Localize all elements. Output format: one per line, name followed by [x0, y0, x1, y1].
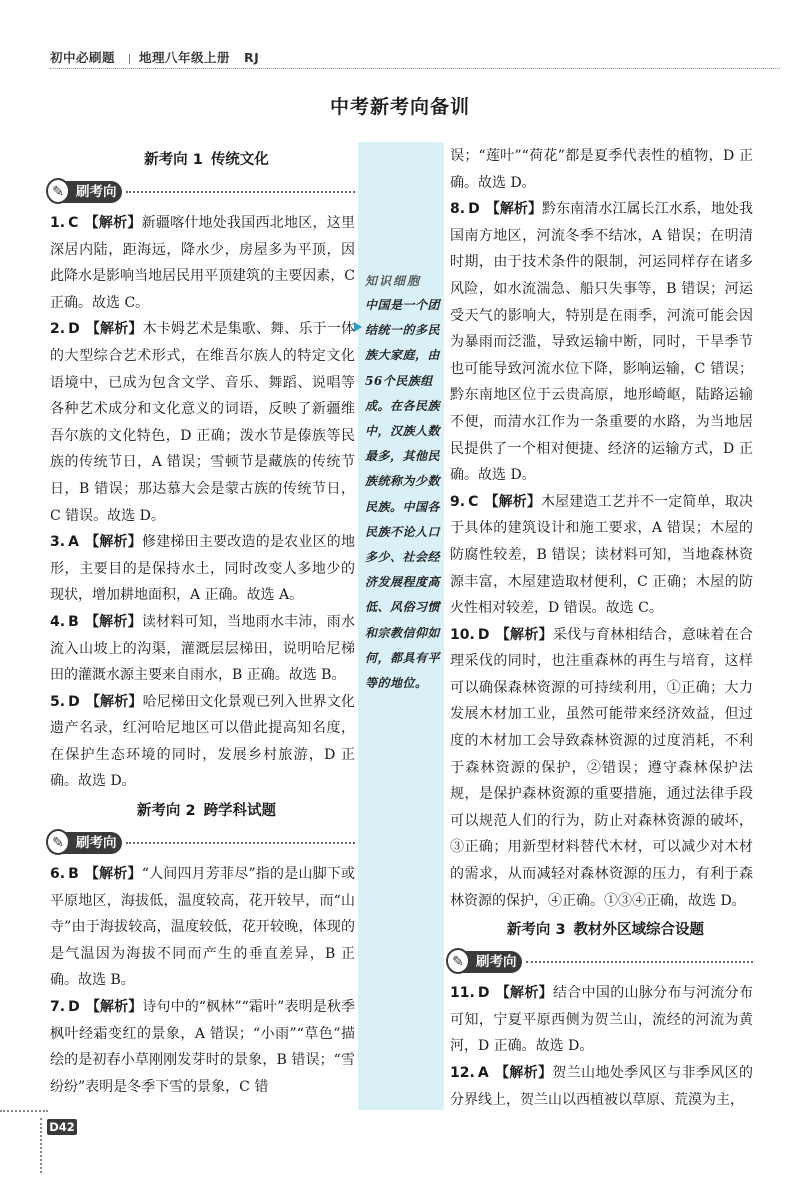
answer-item: 1. C 【解析】新疆喀什地处我国西北地区，这里深居内陆，距海远，降水少，房屋多为平顶，因此降水是影响当地居民用平顶建筑的主要因素，C 正确。故选 C。	[50, 215, 356, 311]
footer-dotted-vertical	[40, 1118, 42, 1173]
practice-tag: ✎ 刷考向	[50, 829, 355, 859]
knowledge-title: 知识细胞	[365, 274, 422, 288]
answer-item: 3. A 【解析】修建梯田主要改造的是农业区的地形，主要目的是保持水土，同时改变人多地少的现状，增加耕地面积，A 正确。故选 A。	[50, 534, 355, 604]
book-subject: 地理八年级上册	[139, 50, 231, 65]
pointer-arrow-icon	[354, 322, 362, 332]
section-heading: 新考向 1 传统文化	[144, 152, 269, 168]
brush-icon: ✎	[446, 948, 470, 974]
book-edition: RJ	[244, 50, 260, 65]
header-rule	[50, 68, 780, 69]
practice-tag: ✎ 刷考向	[50, 178, 355, 208]
answer-item: 9. C 【解析】木屋建造工艺并不一定简单，取决于具体的建筑设计和施工要求，A 错误；木屋的防腐性较差，B 错误；读材料可知，当地森林资源丰富，木屋建造取材便利，C 正确；木屋的防火性相对较差，D 错误。故选 C。	[450, 493, 754, 617]
answer-item: 8. D 【解析】黔东南清水江属长江水系，地处我国南方地区，河流冬季不结冰，A 错误；在明清时期，由于技术条件的限制，河运同样存在诸多风险，如水流湍急、船只失事等，B 错误；河运受天气的影响大，特别是在雨季，河流可能会因为暴雨而泛滥，导致运输中断，同时，干旱季节也可能导致河流水位下降，影响运输，C 错误；黔东南地区位于云贵高原，地形崎岖，陆路运输不便，而清水江作为一条重要的水路，为当地居民提供了一个相对便捷、经济的运输方式，D 正确。故选 D。	[450, 201, 754, 484]
dotted-rule	[126, 191, 355, 193]
dotted-rule	[126, 842, 355, 844]
knowledge-text: 中国是一个团结统一的多民族大家庭，由56个民族组成。在各民族中，汉族人数最多，其他民族统称为少数民族。中国各民族不论人口多少、社会经济发展程度高低、风俗习惯和宗教信仰如何，都具有平等的地位。	[365, 298, 441, 691]
brush-icon: ✎	[46, 829, 70, 855]
section-heading: 新考向 2 跨学科试题	[136, 803, 277, 820]
section-heading: 新考向 3 教材外区域综合设题	[506, 922, 705, 939]
footer-dotted-rule	[0, 1110, 48, 1112]
answer-item: 4. B 【解析】读材料可知，当地雨水丰沛，雨水流入山坡上的沟渠，灌溉层层梯田，说明哈尼梯田的灌溉水源主要来自雨水，B 正确。故选 B。	[50, 613, 356, 684]
page-title: 中考新考向备训	[329, 96, 470, 118]
answer-item: 5. D 【解析】哈尼梯田文化景观已列入世界文化遗产名录，红河哈尼地区可以借此提高知名度，在保护生态环境的同时，发展乡村旅游，D 正确。故选 D。	[50, 693, 356, 790]
header-divider	[129, 54, 130, 64]
answer-item: 7. D 【解析】诗句中的“枫林”“霜叶”表明是秋季枫叶经霜变红的景象，A 错误；“小雨”“草色”描绘的是初春小草刚刚发芽时的景象，B 错误；“雪纷纷”表明是冬季下雪的景象，C 错	[50, 999, 355, 1095]
book-series: 初中必刷题	[50, 50, 116, 65]
answer-item: 10. D 【解析】采伐与育林相结合，意味着在合理采伐的同时，也注重森林的再生与培育，这样可以确保森林资源的可持续利用，①正确；大力发展木材加工业，虽然可能带来经济效益，但过度的木材加工会导致森林资源的过度消耗，不利于森林资源的保护，②错误；遵守森林保护法规，是保护森林资源的重要措施，通过法律手段可以规范人们的行为，防止对森林资源的破坏，③正确；用新型材料替代木材，可以减少对木材的需求，从而减轻对森林资源的压力，有利于森林资源的保护，④正确。①③④正确，故选 D。	[450, 626, 754, 909]
answer-item: 2. D 【解析】木卡姆艺术是集歌、舞、乐于一体的大型综合艺术形式，在维吾尔族人的特定文化语境中，已成为包含文学、音乐、舞蹈、说唱等各种艺术成分和文化意义的词语，反映了新疆维吾尔族的文化特色，D 正确；泼水节是傣族等民族的传统节日，A 错误；雪顿节是藏族的传统节日，B 错误；那达慕大会是蒙古族的传统节日，C 错误。故选 D。	[50, 321, 356, 524]
left-column	[50, 144, 355, 1100]
answer-continuation: 误；“莲叶”“荷花”都是夏季代表性的植物，D 正确。故选 D。	[450, 148, 753, 191]
answer-item: 12. A 【解析】贺兰山地处季风区与非季风区的分界线上，贺兰山以西植被以草原、荒漠为主，	[450, 1065, 754, 1108]
right-column	[450, 143, 753, 1113]
page-number: D42	[47, 1119, 77, 1135]
dotted-rule	[526, 961, 753, 963]
answer-item: 11. D 【解析】结合中国的山脉分布与河流分布可知，宁夏平原西侧为贺兰山，流经的河流为黄河，D 正确。故选 D。	[450, 985, 754, 1055]
answer-item: 6. B 【解析】“人间四月芳菲尽”指的是山脚下或平原地区，海拔低，温度较高，花开较早，而“山寺”由于海拔较高，温度较低，花开较晚，体现的是气温因为海拔不同而产生的垂直差异，B 正确。故选 B。	[50, 866, 355, 989]
brush-icon: ✎	[46, 178, 70, 204]
book-header	[50, 48, 273, 66]
practice-tag: ✎ 刷考向	[450, 948, 753, 978]
